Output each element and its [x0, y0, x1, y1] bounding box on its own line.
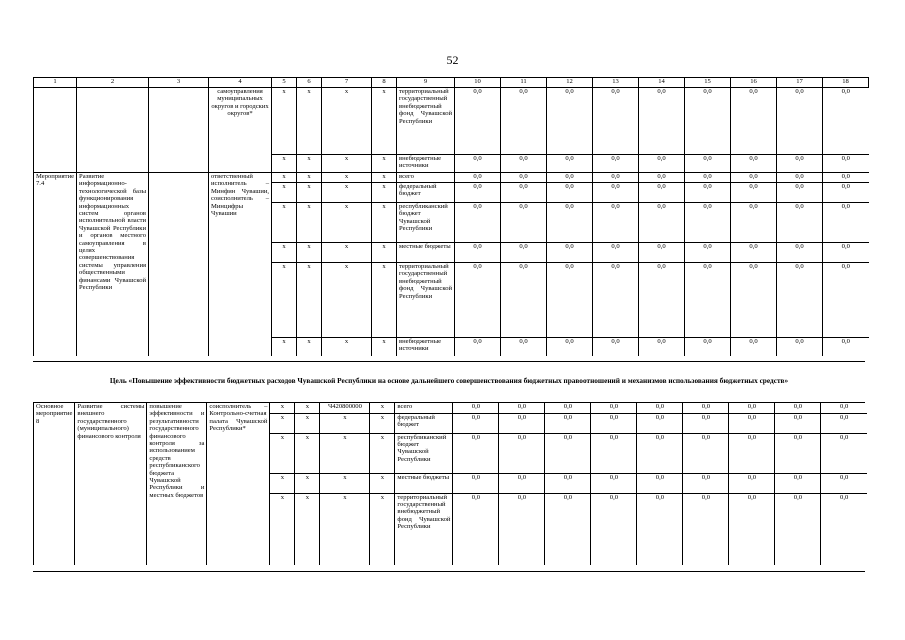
amount-cell: 0,0: [593, 263, 639, 338]
header-cell: 11: [501, 78, 547, 88]
x-cell: x: [372, 263, 397, 338]
amount-cell: 0,0: [777, 183, 823, 203]
amount-cell: 0,0: [775, 473, 821, 493]
x-cell: x: [297, 338, 322, 356]
amount-cell: 0,0: [591, 403, 637, 413]
x-cell: x: [322, 183, 372, 203]
amount-cell: 0,0: [639, 243, 685, 263]
amount-cell: 0,0: [453, 403, 499, 413]
amount-cell: 0,0: [731, 155, 777, 173]
source-cell: территориальный государственный внебюджетный фонд Чувашской Республики: [397, 88, 455, 155]
amount-cell: 0,0: [501, 338, 547, 356]
amount-cell: 0,0: [775, 493, 821, 565]
amount-cell: 0,0: [823, 203, 869, 243]
amount-cell: 0,0: [775, 403, 821, 413]
amount-cell: 0,0: [685, 183, 731, 203]
amount-cell: 0,0: [685, 203, 731, 243]
amount-cell: 0,0: [591, 413, 637, 433]
source-cell: территориальный государственный внебюджетный фонд Чувашской Республики: [397, 263, 455, 338]
amount-cell: 0,0: [777, 155, 823, 173]
amount-cell: 0,0: [593, 243, 639, 263]
x-cell: x: [297, 155, 322, 173]
executor-cell: самоуправления муниципальных округов и городских округов*: [209, 88, 272, 155]
x-cell: x: [295, 433, 320, 473]
amount-cell: 0,0: [499, 403, 545, 413]
amount-cell: 0,0: [823, 88, 869, 155]
amount-cell: 0,0: [639, 338, 685, 356]
amount-cell: 0,0: [777, 338, 823, 356]
x-cell: x: [372, 203, 397, 243]
amount-cell: 0,0: [639, 183, 685, 203]
x-cell: x: [297, 173, 322, 183]
amount-cell: 0,0: [593, 88, 639, 155]
header-cell: 5: [272, 78, 297, 88]
budget-table-part-1: [33, 77, 869, 356]
amount-cell: 0,0: [501, 173, 547, 183]
header-cell: 8: [372, 78, 397, 88]
amount-cell: 0,0: [729, 433, 775, 473]
amount-cell: 0,0: [593, 173, 639, 183]
amount-cell: 0,0: [639, 88, 685, 155]
x-cell: x: [372, 243, 397, 263]
amount-cell: 0,0: [455, 263, 501, 338]
x-cell: x: [370, 403, 395, 413]
amount-cell: 0,0: [683, 433, 729, 473]
header-cell: 13: [593, 78, 639, 88]
source-cell: федеральный бюджет: [397, 183, 455, 203]
amount-cell: 0,0: [777, 173, 823, 183]
x-cell: x: [295, 413, 320, 433]
budget-code-cell: Ч420800000: [320, 403, 370, 413]
amount-cell: 0,0: [685, 263, 731, 338]
amount-cell: 0,0: [547, 203, 593, 243]
amount-cell: 0,0: [591, 493, 637, 565]
header-cell: 17: [777, 78, 823, 88]
x-cell: x: [270, 473, 295, 493]
amount-cell: 0,0: [455, 203, 501, 243]
amount-cell: 0,0: [499, 413, 545, 433]
x-cell: x: [297, 263, 322, 338]
amount-cell: 0,0: [637, 413, 683, 433]
x-cell: x: [272, 88, 297, 155]
x-cell: x: [372, 88, 397, 155]
amount-cell: 0,0: [639, 173, 685, 183]
amount-cell: 0,0: [545, 433, 591, 473]
amount-cell: 0,0: [639, 155, 685, 173]
header-cell: 3: [149, 78, 209, 88]
amount-cell: 0,0: [731, 243, 777, 263]
amount-cell: 0,0: [823, 243, 869, 263]
amount-cell: 0,0: [823, 183, 869, 203]
amount-cell: 0,0: [637, 473, 683, 493]
amount-cell: 0,0: [731, 173, 777, 183]
table-row: [34, 155, 869, 173]
amount-cell: 0,0: [591, 473, 637, 493]
measure-code-cell: Мероприятие 7.4: [34, 173, 77, 356]
x-cell: x: [372, 183, 397, 203]
amount-cell: 0,0: [501, 88, 547, 155]
header-cell: 7: [322, 78, 372, 88]
goal-heading: Цель «Повышение эффективности бюджетных расходов Чувашской Республики на основе дальнейшего совершенствования бюджетных правоотношений и механизмов использования бюджетных средств»: [109, 376, 789, 385]
table-bottom-rule: [33, 571, 865, 572]
amount-cell: 0,0: [501, 155, 547, 173]
header-cell: 16: [731, 78, 777, 88]
x-cell: x: [270, 413, 295, 433]
source-cell: местные бюджеты: [395, 473, 453, 493]
amount-cell: 0,0: [455, 88, 501, 155]
amount-cell: 0,0: [501, 183, 547, 203]
amount-cell: 0,0: [777, 263, 823, 338]
header-cell: 10: [455, 78, 501, 88]
measure-code-cell: Основное мероприятие 8: [34, 403, 75, 565]
amount-cell: 0,0: [685, 243, 731, 263]
x-cell: x: [297, 183, 322, 203]
amount-cell: 0,0: [455, 243, 501, 263]
amount-cell: 0,0: [777, 88, 823, 155]
x-cell: x: [320, 433, 370, 473]
amount-cell: 0,0: [593, 338, 639, 356]
x-cell: x: [322, 88, 372, 155]
header-cell: 2: [77, 78, 149, 88]
header-cell: 1: [34, 78, 77, 88]
amount-cell: 0,0: [453, 433, 499, 473]
header-row: [34, 78, 869, 88]
amount-cell: 0,0: [499, 493, 545, 565]
amount-cell: 0,0: [545, 403, 591, 413]
header-cell: 15: [685, 78, 731, 88]
x-cell: x: [295, 403, 320, 413]
x-cell: x: [322, 155, 372, 173]
amount-cell: 0,0: [729, 413, 775, 433]
amount-cell: 0,0: [639, 263, 685, 338]
table-row: [34, 88, 869, 155]
amount-cell: 0,0: [547, 243, 593, 263]
amount-cell: 0,0: [545, 493, 591, 565]
source-cell: территориальный государственный внебюджетный фонд Чувашской Республики: [395, 493, 453, 565]
amount-cell: 0,0: [501, 203, 547, 243]
amount-cell: 0,0: [547, 88, 593, 155]
amount-cell: 0,0: [453, 473, 499, 493]
amount-cell: 0,0: [455, 155, 501, 173]
x-cell: x: [270, 403, 295, 413]
amount-cell: 0,0: [729, 473, 775, 493]
x-cell: x: [322, 173, 372, 183]
amount-cell: 0,0: [683, 413, 729, 433]
amount-cell: 0,0: [823, 338, 869, 356]
amount-cell: 0,0: [685, 338, 731, 356]
x-cell: x: [272, 183, 297, 203]
x-cell: x: [295, 473, 320, 493]
x-cell: x: [272, 263, 297, 338]
x-cell: x: [322, 263, 372, 338]
x-cell: x: [297, 203, 322, 243]
table-row: [34, 173, 869, 183]
amount-cell: 0,0: [547, 173, 593, 183]
x-cell: x: [322, 243, 372, 263]
executor-cell: соисполнитель – Контрольно-счетная палата Чувашской Республики*: [207, 403, 270, 565]
x-cell: x: [370, 473, 395, 493]
amount-cell: 0,0: [637, 403, 683, 413]
x-cell: x: [270, 493, 295, 565]
x-cell: x: [320, 493, 370, 565]
source-cell: всего: [395, 403, 453, 413]
amount-cell: 0,0: [685, 88, 731, 155]
amount-cell: 0,0: [545, 413, 591, 433]
amount-cell: 0,0: [685, 173, 731, 183]
amount-cell: 0,0: [453, 413, 499, 433]
table-bottom-rule: [33, 361, 865, 362]
amount-cell: 0,0: [731, 203, 777, 243]
amount-cell: 0,0: [499, 433, 545, 473]
x-cell: x: [322, 338, 372, 356]
amount-cell: 0,0: [547, 338, 593, 356]
amount-cell: 0,0: [683, 473, 729, 493]
amount-cell: 0,0: [545, 473, 591, 493]
x-cell: x: [272, 203, 297, 243]
x-cell: x: [320, 413, 370, 433]
amount-cell: 0,0: [501, 263, 547, 338]
amount-cell: 0,0: [777, 203, 823, 243]
page-number: 52: [446, 53, 459, 67]
x-cell: x: [370, 413, 395, 433]
measure-name-cell: Развитие системы внешнего государственного (муниципального) финансового контроля: [75, 403, 147, 565]
amount-cell: 0,0: [547, 155, 593, 173]
header-cell: 6: [297, 78, 322, 88]
x-cell: x: [372, 155, 397, 173]
amount-cell: 0,0: [591, 433, 637, 473]
amount-cell: 0,0: [685, 155, 731, 173]
table-row: [34, 403, 867, 413]
source-cell: республиканский бюджет Чувашской Республики: [395, 433, 453, 473]
budget-table-part-2: [33, 403, 867, 565]
amount-cell: 0,0: [453, 493, 499, 565]
header-cell: 4: [209, 78, 272, 88]
source-cell: внебюджетные источники: [397, 155, 455, 173]
amount-cell: 0,0: [731, 183, 777, 203]
amount-cell: 0,0: [499, 473, 545, 493]
source-cell: республиканский бюджет Чувашской Республики: [397, 203, 455, 243]
amount-cell: 0,0: [777, 243, 823, 263]
source-cell: федеральный бюджет: [395, 413, 453, 433]
header-cell: 18: [823, 78, 869, 88]
amount-cell: 0,0: [547, 263, 593, 338]
amount-cell: 0,0: [823, 155, 869, 173]
amount-cell: 0,0: [731, 338, 777, 356]
amount-cell: 0,0: [821, 403, 867, 413]
amount-cell: 0,0: [455, 173, 501, 183]
executor-cell: ответственный исполнитель – Минфин Чувашии, соисполнитель – Минцифры Чувашии: [209, 173, 272, 356]
amount-cell: 0,0: [593, 203, 639, 243]
amount-cell: 0,0: [729, 403, 775, 413]
amount-cell: 0,0: [593, 155, 639, 173]
header-cell: 12: [547, 78, 593, 88]
x-cell: x: [272, 155, 297, 173]
amount-cell: 0,0: [821, 433, 867, 473]
amount-cell: 0,0: [593, 183, 639, 203]
x-cell: x: [372, 173, 397, 183]
amount-cell: 0,0: [775, 433, 821, 473]
x-cell: x: [372, 338, 397, 356]
x-cell: x: [320, 473, 370, 493]
target-cell: повышение эффективности и результативности государственного финансового контроля за использованием средств республиканского бюджета Чувашской Республики и местных бюджетов: [147, 403, 207, 565]
source-cell: всего: [397, 173, 455, 183]
amount-cell: 0,0: [823, 173, 869, 183]
amount-cell: 0,0: [821, 413, 867, 433]
amount-cell: 0,0: [455, 183, 501, 203]
x-cell: x: [322, 203, 372, 243]
header-cell: 14: [639, 78, 685, 88]
amount-cell: 0,0: [821, 493, 867, 565]
amount-cell: 0,0: [731, 88, 777, 155]
amount-cell: 0,0: [683, 493, 729, 565]
amount-cell: 0,0: [683, 403, 729, 413]
x-cell: x: [270, 433, 295, 473]
amount-cell: 0,0: [547, 183, 593, 203]
x-cell: x: [272, 338, 297, 356]
amount-cell: 0,0: [775, 413, 821, 433]
amount-cell: 0,0: [823, 263, 869, 338]
x-cell: x: [295, 493, 320, 565]
x-cell: x: [272, 173, 297, 183]
amount-cell: 0,0: [821, 473, 867, 493]
amount-cell: 0,0: [729, 493, 775, 565]
x-cell: x: [297, 88, 322, 155]
x-cell: x: [370, 493, 395, 565]
source-cell: внебюджетные источники: [397, 338, 455, 356]
amount-cell: 0,0: [731, 263, 777, 338]
amount-cell: 0,0: [637, 493, 683, 565]
x-cell: x: [272, 243, 297, 263]
x-cell: x: [370, 433, 395, 473]
amount-cell: 0,0: [501, 243, 547, 263]
amount-cell: 0,0: [455, 338, 501, 356]
source-cell: местные бюджеты: [397, 243, 455, 263]
measure-name-cell: Развитие информационно-технологической базы функционирования информационных систем органов исполнительной власти Чувашской Республики и органов местного самоуправления в целях совершенствования системы управления общественными финансами Чувашской Республики: [77, 173, 149, 356]
header-cell: 9: [397, 78, 455, 88]
amount-cell: 0,0: [639, 203, 685, 243]
amount-cell: 0,0: [637, 433, 683, 473]
x-cell: x: [297, 243, 322, 263]
